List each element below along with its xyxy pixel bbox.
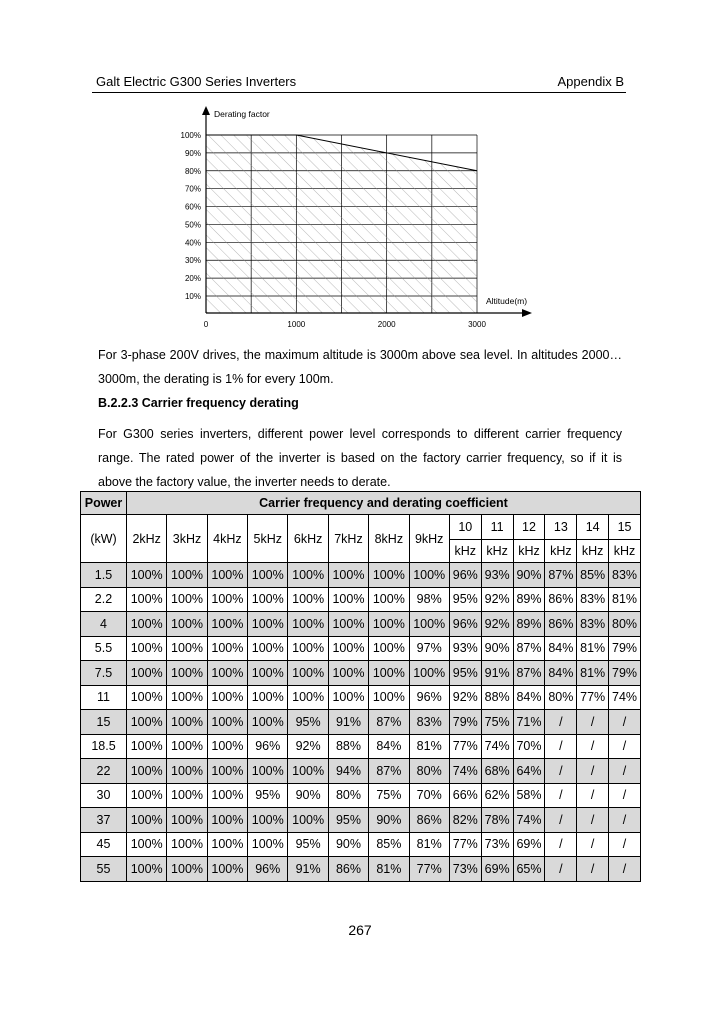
coefficient-cell: 92% [449,685,481,710]
freq-col-header-unit: kHz [609,540,641,563]
coefficient-cell: 84% [513,685,545,710]
coefficient-cell: 100% [288,587,328,612]
coefficient-cell: 66% [449,783,481,808]
freq-col-header: 6kHz [288,515,328,563]
coefficient-cell: 74% [609,685,641,710]
page-header [92,72,626,93]
coefficient-cell: 100% [167,759,207,784]
coefficient-cell: 100% [248,808,288,833]
coefficient-cell: 100% [288,808,328,833]
coefficient-cell: 68% [481,759,513,784]
coefficient-cell: 100% [167,685,207,710]
coefficient-cell: 81% [577,661,609,686]
freq-col-header-top: 14 [577,515,609,540]
table-row [81,710,641,735]
coefficient-cell: 83% [577,612,609,637]
coefficient-cell: 100% [207,612,247,637]
coefficient-cell: / [577,857,609,882]
freq-col-header: 5kHz [248,515,288,563]
coefficient-cell: / [577,734,609,759]
coefficient-cell: 100% [288,759,328,784]
coefficient-cell: 90% [513,563,545,588]
coefficient-cell: 100% [369,612,409,637]
coefficient-cell: 100% [207,587,247,612]
coefficient-cell: / [577,808,609,833]
coefficient-cell: / [545,759,577,784]
coefficient-cell: 81% [409,832,449,857]
coefficient-cell: 69% [481,857,513,882]
coefficient-cell: 95% [248,783,288,808]
coefficient-cell: 75% [369,783,409,808]
coefficient-cell: 73% [449,857,481,882]
coefficient-cell: 88% [481,685,513,710]
unit-header: (kW) [81,515,127,563]
coefficient-cell: 100% [248,636,288,661]
coefficient-cell: 100% [207,808,247,833]
coefficient-cell: 100% [207,759,247,784]
coefficient-cell: / [577,710,609,735]
coefficient-cell: 100% [248,832,288,857]
power-cell: 18.5 [81,734,127,759]
coefficient-cell: 100% [248,587,288,612]
power-cell: 2.2 [81,587,127,612]
coefficient-cell: 58% [513,783,545,808]
coefficient-cell: 100% [288,685,328,710]
coefficient-cell: 75% [481,710,513,735]
y-tick-label: 100% [180,131,201,140]
coefficient-cell: 100% [409,563,449,588]
coefficient-cell: 100% [167,710,207,735]
y-axis-label: Derating factor [214,109,270,119]
coefficient-cell: 83% [609,563,641,588]
coefficient-cell: 93% [481,563,513,588]
coefficient-cell: 65% [513,857,545,882]
group-header: Carrier frequency and derating coefficient [127,492,641,515]
coefficient-cell: 100% [207,710,247,735]
coefficient-cell: 90% [328,832,368,857]
coefficient-cell: 100% [248,612,288,637]
coefficient-cell: / [545,710,577,735]
coefficient-cell: 86% [545,587,577,612]
coefficient-cell: 100% [207,685,247,710]
table-row [81,612,641,637]
document-title: Galt Electric G300 Series Inverters [96,74,297,89]
coefficient-cell: 87% [369,759,409,784]
coefficient-cell: / [609,857,641,882]
coefficient-cell: 96% [449,563,481,588]
coefficient-cell: 100% [127,710,167,735]
coefficient-cell: 95% [288,832,328,857]
appendix-label: Appendix B [557,74,624,89]
coefficient-cell: 87% [545,563,577,588]
altitude-derating-chart [160,100,550,335]
coefficient-cell: / [577,832,609,857]
coefficient-cell: 84% [369,734,409,759]
coefficient-cell: 96% [449,612,481,637]
table-row [81,587,641,612]
coefficient-cell: 80% [609,612,641,637]
coefficient-cell: 100% [167,563,207,588]
coefficient-cell: 70% [409,783,449,808]
coefficient-cell: 100% [167,857,207,882]
freq-col-header-top: 11 [481,515,513,540]
x-tick-label: 3000 [468,320,486,329]
coefficient-cell: 100% [127,636,167,661]
x-axis-label: Altitude(m) [486,296,528,306]
coefficient-cell: 92% [481,587,513,612]
coefficient-cell: 86% [545,612,577,637]
coefficient-cell: 83% [577,587,609,612]
page-number: 267 [348,922,372,938]
coefficient-cell: 87% [513,636,545,661]
coefficient-cell: 92% [481,612,513,637]
coefficient-cell: 89% [513,612,545,637]
coefficient-cell: / [609,734,641,759]
coefficient-cell: 100% [167,587,207,612]
y-tick-label: 30% [184,256,201,266]
power-cell: 5.5 [81,636,127,661]
coefficient-cell: 85% [577,563,609,588]
coefficient-cell: 90% [288,783,328,808]
y-tick-label: 10% [184,292,201,301]
freq-col-header-unit: kHz [545,540,577,563]
coefficient-cell: 87% [513,661,545,686]
y-tick-label: 20% [184,274,201,284]
x-tick-label: 2000 [377,320,396,329]
freq-col-header-unit: kHz [449,540,481,563]
coefficient-cell: 100% [127,734,167,759]
coefficient-cell: 100% [328,612,368,637]
coefficient-cell: 100% [409,661,449,686]
freq-col-header: 2kHz [127,515,167,563]
x-tick-label: 1000 [287,320,306,329]
coefficient-cell: / [609,783,641,808]
coefficient-cell: 81% [609,587,641,612]
coefficient-cell: / [545,832,577,857]
coefficient-cell: 73% [481,832,513,857]
coefficient-cell: 100% [167,734,207,759]
power-cell: 37 [81,808,127,833]
x-axis-arrow [522,309,532,317]
coefficient-cell: 100% [167,783,207,808]
coefficient-cell: 77% [577,685,609,710]
coefficient-cell: 85% [369,832,409,857]
power-cell: 7.5 [81,661,127,686]
coefficient-cell: 74% [449,759,481,784]
coefficient-cell: 100% [167,612,207,637]
coefficient-cell: 86% [409,808,449,833]
coefficient-cell: 91% [328,710,368,735]
coefficient-cell: 77% [449,832,481,857]
coefficient-cell: 95% [449,661,481,686]
coefficient-cell: / [609,710,641,735]
coefficient-cell: 84% [545,661,577,686]
freq-col-header: 4kHz [207,515,247,563]
coefficient-cell: 84% [545,636,577,661]
coefficient-cell: 100% [369,661,409,686]
coefficient-cell: 90% [481,636,513,661]
y-tick-label: 70% [184,184,201,194]
coefficient-cell: 81% [577,636,609,661]
coefficient-cell: 79% [609,636,641,661]
y-tick-label: 90% [184,148,201,158]
table-row [81,636,641,661]
coefficient-cell: 100% [167,636,207,661]
coefficient-cell: 95% [328,808,368,833]
coefficient-cell: 91% [288,857,328,882]
coefficient-cell: 100% [328,636,368,661]
coefficient-cell: / [609,759,641,784]
coefficient-cell: 100% [207,563,247,588]
coefficient-cell: 82% [449,808,481,833]
coefficient-cell: 78% [481,808,513,833]
coefficient-cell: 95% [449,587,481,612]
coefficient-cell: 100% [127,783,167,808]
table-body [81,563,641,882]
y-tick-label: 60% [184,202,201,212]
coefficient-cell: 100% [167,661,207,686]
coefficient-cell: 81% [409,734,449,759]
coefficient-cell: 100% [288,612,328,637]
coefficient-cell: 100% [127,685,167,710]
coefficient-cell: / [545,783,577,808]
table-row [81,685,641,710]
power-cell: 22 [81,759,127,784]
coefficient-cell: 100% [127,563,167,588]
coefficient-cell: 89% [513,587,545,612]
power-header: Power [81,492,127,515]
coefficient-cell: 71% [513,710,545,735]
freq-col-header-top: 12 [513,515,545,540]
coefficient-cell: 100% [328,685,368,710]
coefficient-cell: 77% [409,857,449,882]
coefficient-cell: 100% [207,832,247,857]
coefficient-cell: 100% [248,759,288,784]
coefficient-cell: 100% [328,661,368,686]
coefficient-cell: 80% [328,783,368,808]
coefficient-cell: 100% [207,734,247,759]
coefficient-cell: 64% [513,759,545,784]
freq-col-header-top: 10 [449,515,481,540]
coefficient-cell: 100% [248,661,288,686]
coefficient-cell: 100% [207,661,247,686]
coefficient-cell: 100% [167,832,207,857]
table-row [81,734,641,759]
coefficient-cell: 100% [127,808,167,833]
y-tick-label: 80% [184,166,201,176]
coefficient-cell: 80% [409,759,449,784]
coefficient-cell: 88% [328,734,368,759]
power-cell: 1.5 [81,563,127,588]
coefficient-cell: 100% [127,661,167,686]
coefficient-cell: 77% [449,734,481,759]
x-tick-label: 0 [203,320,209,329]
coefficient-cell: 93% [449,636,481,661]
coefficient-cell: 100% [328,587,368,612]
derating-area [206,135,477,313]
coefficient-cell: 83% [409,710,449,735]
coefficient-cell: 100% [369,587,409,612]
table-row [81,661,641,686]
section-heading: B.2.2.3 Carrier frequency derating [98,396,299,410]
coefficient-cell: 87% [369,710,409,735]
y-tick-labels [181,131,201,301]
coefficient-cell: 100% [127,587,167,612]
coefficient-cell: 79% [449,710,481,735]
coefficient-cell: 100% [369,636,409,661]
freq-col-header: 9kHz [409,515,449,563]
carrier-derating-table [80,491,641,882]
coefficient-cell: 100% [248,563,288,588]
coefficient-cell: 100% [127,832,167,857]
freq-col-header-unit: kHz [513,540,545,563]
coefficient-cell: 100% [248,685,288,710]
y-tick-label: 40% [184,238,201,248]
freq-col-header-top: 15 [609,515,641,540]
coefficient-cell: 86% [328,857,368,882]
coefficient-cell: 100% [127,612,167,637]
freq-col-header: 8kHz [369,515,409,563]
coefficient-cell: 100% [328,563,368,588]
coefficient-cell: 100% [288,636,328,661]
coefficient-cell: / [609,808,641,833]
table-row [81,808,641,833]
x-tick-labels [204,320,487,329]
coefficient-cell: 100% [288,661,328,686]
power-cell: 30 [81,783,127,808]
coefficient-cell: 100% [127,759,167,784]
coefficient-cell: 91% [481,661,513,686]
table-row [81,563,641,588]
freq-col-header-unit: kHz [577,540,609,563]
power-cell: 4 [81,612,127,637]
coefficient-cell: / [577,783,609,808]
coefficient-cell: 81% [369,857,409,882]
coefficient-cell: 100% [248,710,288,735]
coefficient-cell: 90% [369,808,409,833]
coefficient-cell: 100% [207,857,247,882]
coefficient-cell: / [577,759,609,784]
coefficient-cell: 97% [409,636,449,661]
coefficient-cell: 70% [513,734,545,759]
coefficient-cell: 79% [609,661,641,686]
coefficient-cell: 100% [369,685,409,710]
table-row [81,832,641,857]
coefficient-cell: 74% [513,808,545,833]
altitude-paragraph: For 3-phase 200V drives, the maximum altitude is 3000m above sea level. In altitudes 2000…3000m, the derating is 1% for every 100m. [98,348,622,386]
y-axis-arrow [202,106,210,115]
coefficient-cell: 98% [409,587,449,612]
power-cell: 55 [81,857,127,882]
coefficient-cell: / [545,857,577,882]
coefficient-cell: 100% [207,636,247,661]
coefficient-cell: 100% [288,563,328,588]
coefficient-cell: 92% [288,734,328,759]
coefficient-cell: 100% [207,783,247,808]
power-cell: 45 [81,832,127,857]
coefficient-cell: 96% [248,734,288,759]
coefficient-cell: 100% [127,857,167,882]
coefficient-cell: 96% [409,685,449,710]
coefficient-cell: 74% [481,734,513,759]
coefficient-cell: 100% [369,563,409,588]
y-tick-label: 50% [184,220,201,230]
coefficient-cell: 96% [248,857,288,882]
power-cell: 11 [81,685,127,710]
table-row [81,759,641,784]
coefficient-cell: 100% [409,612,449,637]
coefficient-cell: 95% [288,710,328,735]
coefficient-cell: / [545,808,577,833]
coefficient-cell: 69% [513,832,545,857]
coefficient-cell: / [609,832,641,857]
carrier-paragraph: For G300 series inverters, different power level corresponds to different carrier frequency range. The rated power of the inverter is based on the factory carrier frequency, so if it is above the factory value, the inverter needs to derate. [98,427,622,489]
freq-col-header-top: 13 [545,515,577,540]
freq-col-header: 3kHz [167,515,207,563]
table-row [81,857,641,882]
freq-col-header: 7kHz [328,515,368,563]
coefficient-cell: 80% [545,685,577,710]
coefficient-cell: 62% [481,783,513,808]
coefficient-cell: 100% [167,808,207,833]
freq-col-header-unit: kHz [481,540,513,563]
coefficient-cell: 94% [328,759,368,784]
table-row [81,783,641,808]
coefficient-cell: / [545,734,577,759]
power-cell: 15 [81,710,127,735]
